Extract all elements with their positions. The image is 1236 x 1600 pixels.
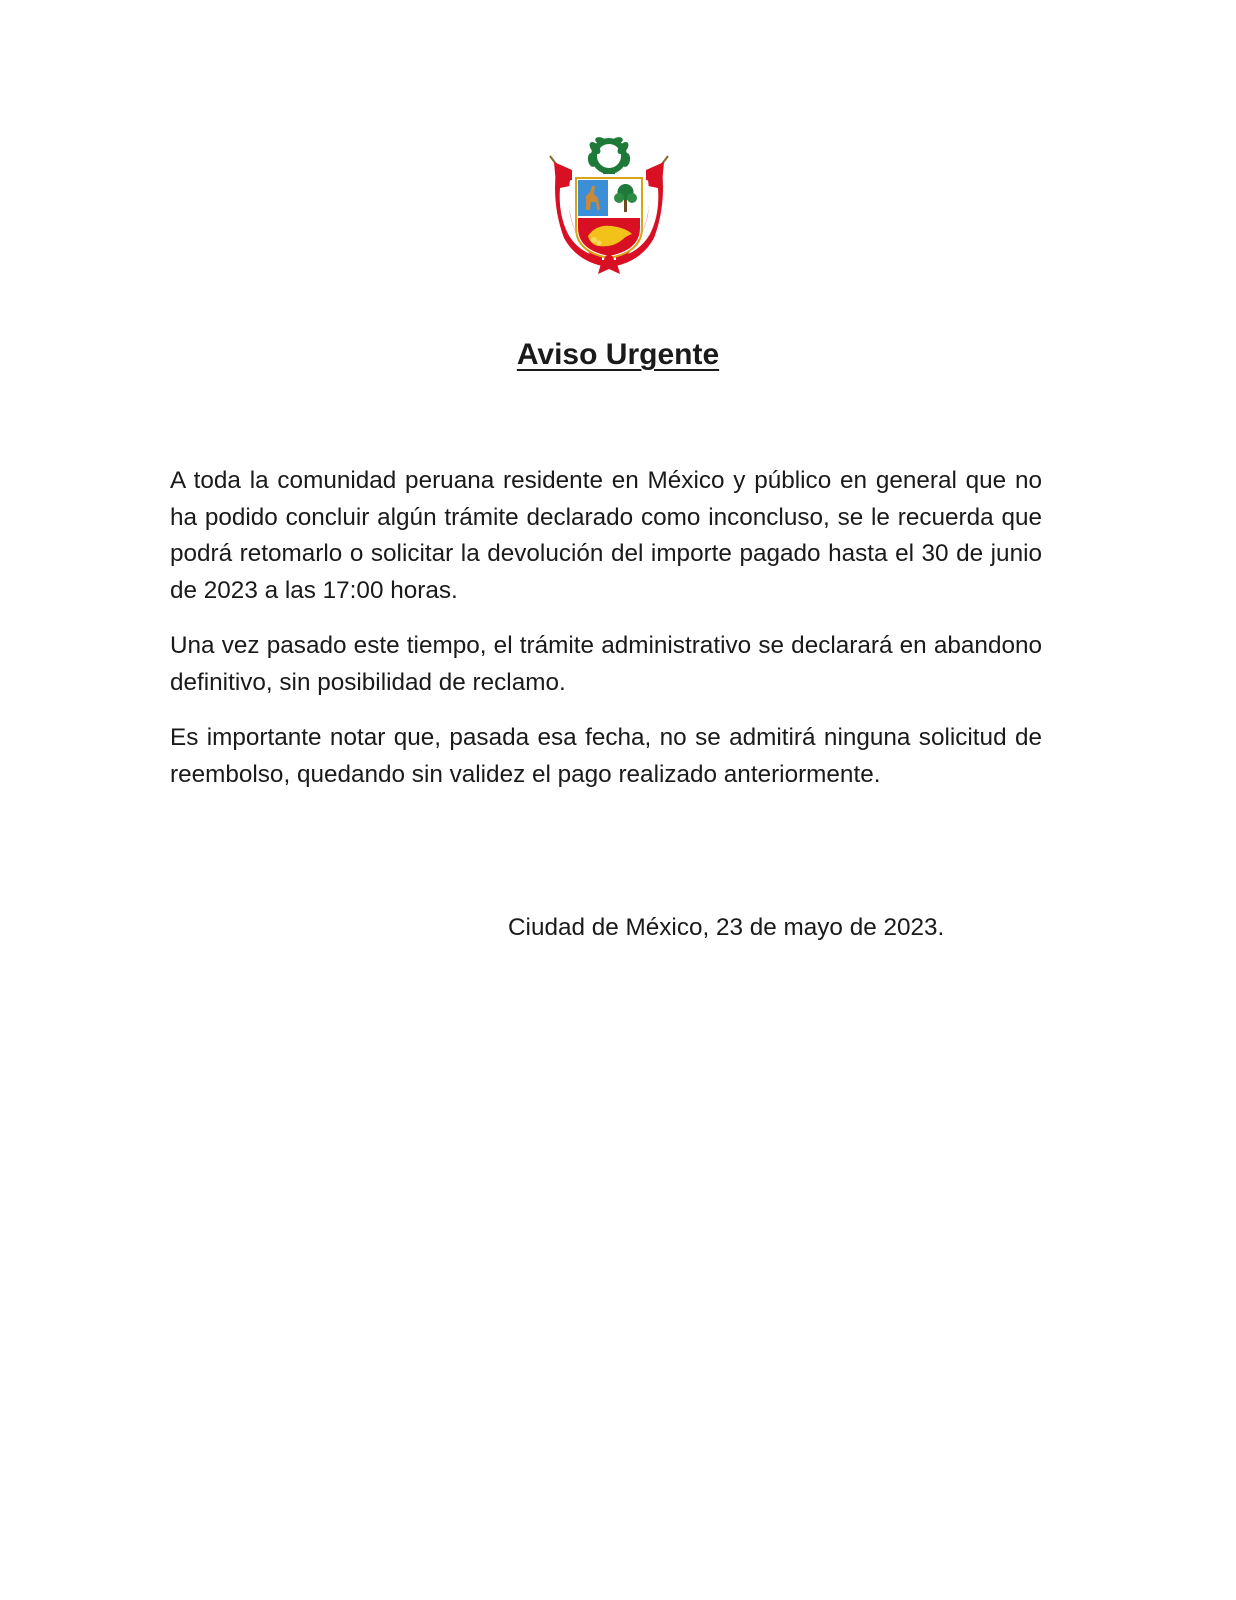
shield bbox=[576, 178, 642, 258]
coat-of-arms-icon bbox=[546, 136, 672, 280]
notice-body bbox=[170, 463, 1042, 812]
place-and-date: Ciudad de México, 23 de mayo de 2023. bbox=[508, 914, 945, 941]
page-title: Aviso Urgente bbox=[516, 338, 720, 371]
paragraph-1: A toda la comunidad peruana residente en México y público en general que no ha podido concluir algún trámite declarado como inconcluso, se le recuerda que podrá retomarlo o solicitar la devolución del importe pagado hasta el 30 de junio de 2023 a las 17:00 horas. bbox=[170, 467, 1042, 604]
laurel-wreath bbox=[587, 136, 631, 174]
paragraph-2: Una vez pasado este tiempo, el trámite administrativo se declarará en abandono definitivo, sin posibilidad de reclamo. bbox=[170, 632, 1042, 696]
paragraph-3: Es importante notar que, pasada esa fecha, no se admitirá ninguna solicitud de reembolso, quedando sin validez el pago realizado anteriormente. bbox=[170, 724, 1042, 788]
